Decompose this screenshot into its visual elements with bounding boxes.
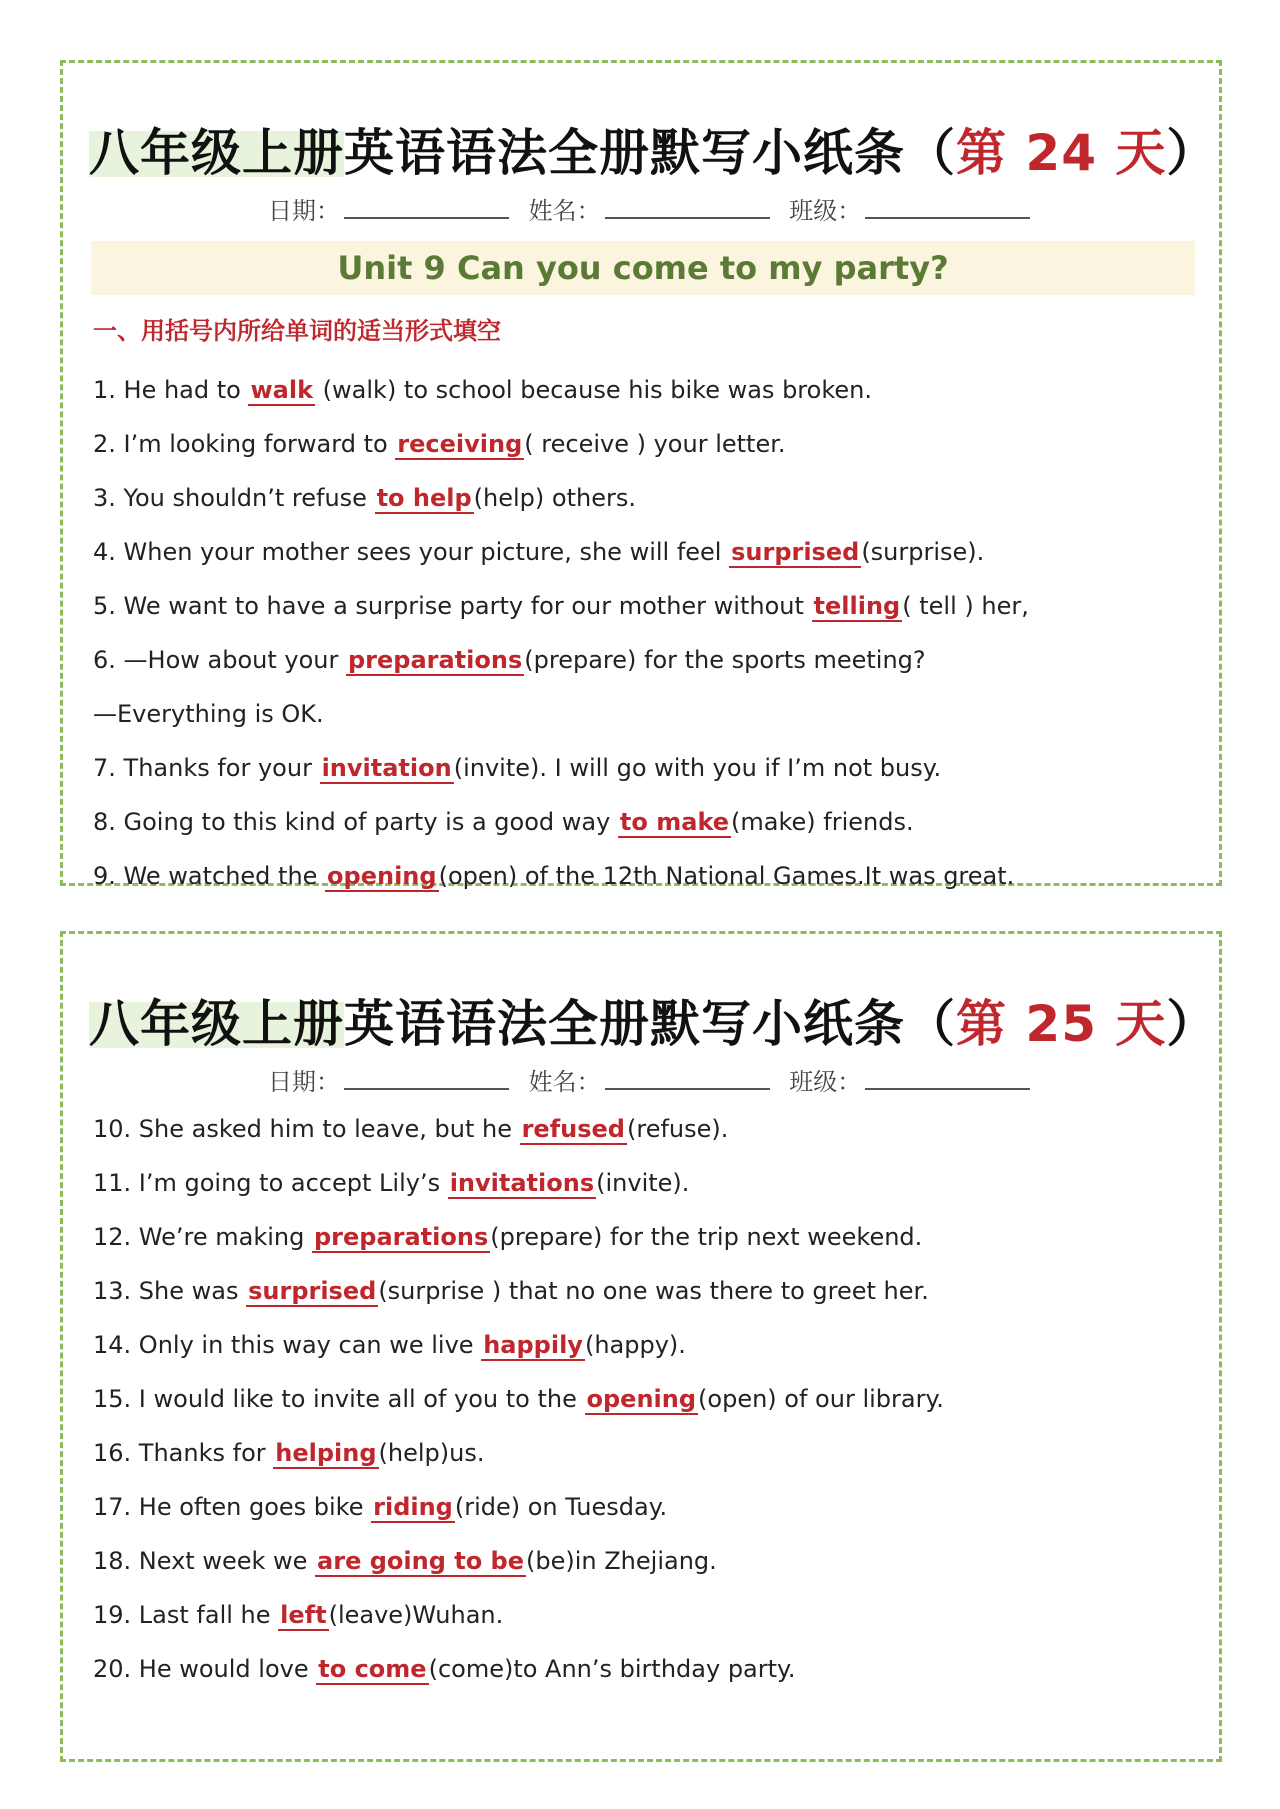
item-text-pre: 7. Thanks for your xyxy=(93,754,320,782)
exercise-item xyxy=(93,849,1029,903)
item-text-pre: 9. We watched the xyxy=(93,862,326,890)
item-text-post: (invite). xyxy=(596,1169,690,1197)
item-text-post: (surprise). xyxy=(861,538,985,566)
item-text-pre: 3. You shouldn’t refuse xyxy=(93,484,375,512)
exercise-item xyxy=(93,1480,944,1534)
item-text-post: ( receive ) your letter. xyxy=(524,430,786,458)
item-text-pre: 4. When your mother sees your picture, she will feel xyxy=(93,538,730,566)
item-answer: preparations xyxy=(347,646,523,674)
exercise-list xyxy=(93,1102,944,1696)
item-text-pre: 8. Going to this kind of party is a good way xyxy=(93,808,618,836)
exercise-item xyxy=(93,1372,944,1426)
class-blank xyxy=(865,1066,1030,1090)
exercise-item xyxy=(93,1102,944,1156)
item-answer: surprised xyxy=(248,1277,377,1305)
item-answer: receiving xyxy=(397,430,523,458)
item-text-pre: 1. He had to xyxy=(93,376,249,404)
exercise-item xyxy=(93,741,1029,795)
item-text-post: (happy). xyxy=(584,1331,686,1359)
item-text-post: (come)to Ann’s birthday party. xyxy=(428,1655,796,1683)
item-answer: refused xyxy=(521,1115,625,1143)
exercise-item xyxy=(93,1156,944,1210)
item-text-post: (prepare) for the trip next weekend. xyxy=(490,1223,923,1251)
item-answer: to come xyxy=(318,1655,427,1683)
item-answer: to help xyxy=(376,484,472,512)
exercise-item xyxy=(93,633,1029,687)
item-text-pre: 20. He would love xyxy=(93,1655,317,1683)
class-label: 班级： xyxy=(789,197,862,225)
item-text-pre: 12. We’re making xyxy=(93,1223,312,1251)
exercise-item xyxy=(93,1210,944,1264)
item-text-pre: 11. I’m going to accept Lily’s xyxy=(93,1169,448,1197)
exercise-item xyxy=(93,1534,944,1588)
meta-row xyxy=(268,1062,1042,1097)
worksheet-card-day-24 xyxy=(60,60,1222,890)
item-answer: left xyxy=(280,1601,327,1629)
title-day: 第 24 天 xyxy=(956,124,1167,182)
item-answer: opening xyxy=(586,1385,697,1413)
title-close: ） xyxy=(1166,995,1218,1053)
item-text-pre: —Everything is OK. xyxy=(93,700,324,728)
exercise-item xyxy=(93,471,1029,525)
item-text-post: (make) friends. xyxy=(731,808,914,836)
exercise-item xyxy=(93,687,1029,741)
item-text-pre: 10. She asked him to leave, but he xyxy=(93,1115,520,1143)
title-close: ） xyxy=(1166,124,1218,182)
item-text-pre: 15. I would like to invite all of you to the xyxy=(93,1385,585,1413)
item-answer: opening xyxy=(327,862,437,890)
item-text-pre: 5. We want to have a surprise party for our mother without xyxy=(93,592,812,620)
class-blank xyxy=(865,195,1030,219)
name-blank xyxy=(605,195,770,219)
title-highlight: 八年级上册 xyxy=(89,995,344,1053)
item-answer: telling xyxy=(813,592,901,620)
exercise-item xyxy=(93,1426,944,1480)
item-text-post: (leave)Wuhan. xyxy=(328,1601,504,1629)
item-text-post: ( tell ) her, xyxy=(902,592,1029,620)
item-text-post: (refuse). xyxy=(626,1115,729,1143)
item-text-post: (help) others. xyxy=(473,484,636,512)
exercise-list xyxy=(93,363,1029,903)
item-answer: are going to be xyxy=(317,1547,524,1575)
item-text-post: (open) of our library. xyxy=(698,1385,944,1413)
item-answer: surprised xyxy=(731,538,860,566)
title-main: 英语语法全册默写小纸条（ xyxy=(344,995,956,1053)
date-blank xyxy=(344,195,509,219)
exercise-item xyxy=(93,1264,944,1318)
item-text-pre: 18. Next week we xyxy=(93,1547,316,1575)
item-text-pre: 17. He often goes bike xyxy=(93,1493,372,1521)
name-label: 姓名： xyxy=(528,197,601,225)
item-text-post: (ride) on Tuesday. xyxy=(454,1493,668,1521)
item-text-pre: 19. Last fall he xyxy=(93,1601,279,1629)
item-answer: helping xyxy=(275,1439,377,1467)
class-label: 班级： xyxy=(789,1068,862,1096)
section-heading: 一、用括号内所给单词的适当形式填空 xyxy=(93,317,501,345)
item-text-pre: 2. I’m looking forward to xyxy=(93,430,396,458)
title-main: 英语语法全册默写小纸条（ xyxy=(344,124,956,182)
item-answer: happily xyxy=(483,1331,583,1359)
card-title xyxy=(89,113,1217,185)
date-blank xyxy=(344,1066,509,1090)
item-text-pre: 16. Thanks for xyxy=(93,1439,274,1467)
item-text-post: (invite). I will go with you if I’m not busy. xyxy=(453,754,942,782)
date-label: 日期： xyxy=(268,197,340,225)
item-text-post: (surprise ) that no one was there to greet her. xyxy=(378,1277,929,1305)
card-title xyxy=(89,984,1217,1056)
date-label: 日期： xyxy=(268,1068,340,1096)
item-text-pre: 14. Only in this way can we live xyxy=(93,1331,482,1359)
item-text-pre: 13. She was xyxy=(93,1277,247,1305)
exercise-item xyxy=(93,1642,944,1696)
item-answer: invitation xyxy=(321,754,452,782)
exercise-item xyxy=(93,363,1029,417)
item-answer: invitations xyxy=(449,1169,595,1197)
exercise-item xyxy=(93,795,1029,849)
item-answer: riding xyxy=(373,1493,453,1521)
worksheet-card-day-25 xyxy=(60,931,1222,1762)
item-answer: preparations xyxy=(313,1223,489,1251)
unit-banner: Unit 9 Can you come to my party? xyxy=(91,241,1195,295)
item-answer: walk xyxy=(250,376,314,404)
exercise-item xyxy=(93,579,1029,633)
exercise-item xyxy=(93,1318,944,1372)
item-text-post: (prepare) for the sports meeting? xyxy=(524,646,926,674)
item-text-pre: 6. —How about your xyxy=(93,646,346,674)
item-text-post: (help)us. xyxy=(378,1439,485,1467)
name-label: 姓名： xyxy=(528,1068,601,1096)
name-blank xyxy=(605,1066,770,1090)
item-text-post: (open) of the 12th National Games.It was great. xyxy=(438,862,1015,890)
exercise-item xyxy=(93,1588,944,1642)
meta-row xyxy=(268,191,1042,226)
exercise-item xyxy=(93,525,1029,579)
item-text-post: (be)in Zhejiang. xyxy=(526,1547,717,1575)
title-day: 第 25 天 xyxy=(956,995,1167,1053)
item-text-post: (walk) to school because his bike was broken. xyxy=(315,376,872,404)
exercise-item xyxy=(93,417,1029,471)
item-answer: to make xyxy=(619,808,730,836)
title-highlight: 八年级上册 xyxy=(89,124,344,182)
